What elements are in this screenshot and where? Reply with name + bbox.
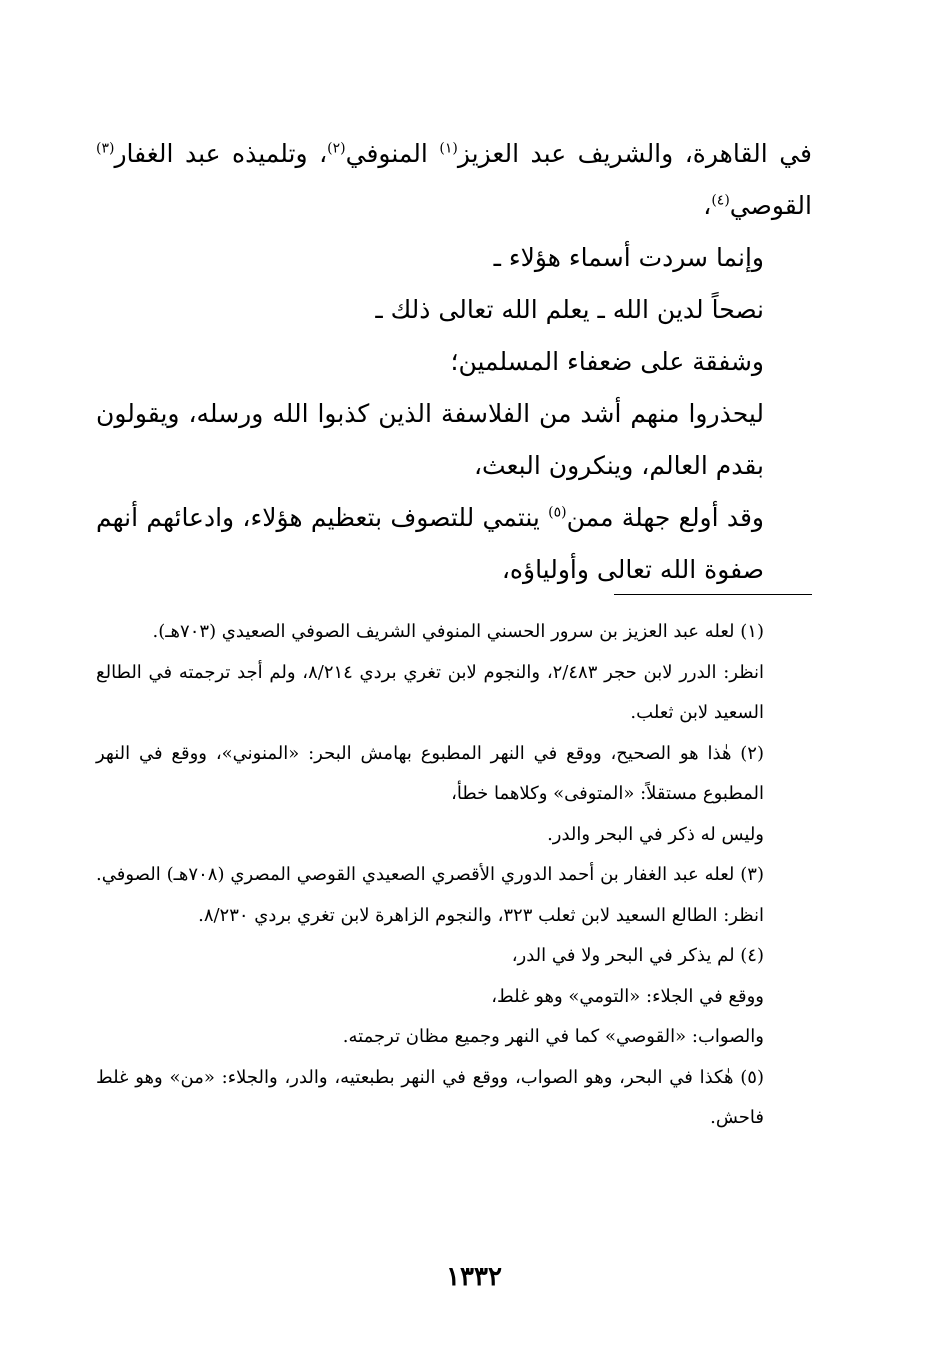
footnote: ووقع في الجلاء: «التومي» وهو غلط، [491, 985, 764, 1007]
paragraph [96, 128, 812, 232]
footnotes [96, 612, 812, 1139]
footnote-ref: (٤) [711, 192, 730, 209]
footnote: وليس له ذكر في البحر والدر. [547, 823, 764, 845]
text-run: ، وتلميذه عبد الغفار [114, 139, 328, 168]
text-run: القوصي [729, 191, 812, 220]
footnote-ref: (٢) [327, 140, 346, 157]
footnote: (٣) لعله عبد الغفار بن أحمد الدوري الأقصري الصعيدي القوصي المصري (٧٠٨هـ) الصوفي. انظر: الطالع السعيد لابن ثعلب ٣٢٣، والنجوم الزاهرة لابن تغري بردي ٨/٢٣٠. [96, 864, 764, 926]
footnote-divider [614, 594, 812, 595]
text-run: ، [703, 191, 712, 220]
text-run: ينتمي للتصوف بتعظيم هؤلاء، وادعائهم أنهم صفوة الله تعالى وأولياؤه، [96, 503, 764, 584]
paragraph: نصحاً لدين الله ـ يعلم الله تعالى ذلك ـ [375, 295, 764, 324]
text-run: وقد أولع جهلة ممن [566, 503, 764, 532]
footnote: (٥) هٰكذا في البحر، وهو الصواب، ووقع في النهر بطبعتيه، والدر، والجلاء: «من» وهو غلط فاحش. [96, 1066, 764, 1128]
footnote: انظر: الدرر لابن حجر ٢/٤٨٣، والنجوم لابن تغري بردي ٨/٢١٤، ولم أجد ترجمته في الطالع السعيد لابن ثعلب. [96, 661, 764, 723]
paragraph [96, 492, 812, 596]
footnote-ref: (١) [439, 140, 458, 157]
main-text [96, 128, 812, 596]
page-number: ١٣٣٢ [446, 1262, 502, 1292]
paragraph: ليحذروا منهم أشد من الفلاسفة الذين كذبوا الله ورسله، ويقولون بقدم العالم، وينكرون البعث، [96, 399, 764, 480]
footnote-ref: (٣) [96, 140, 115, 157]
footnote-ref: (٥) [548, 504, 567, 521]
footnote: (٤) لم يذكر في البحر ولا في الدر، [511, 945, 764, 966]
footnote: والصواب: «القوصي» كما في النهر وجميع مظان ترجمته. [342, 1026, 764, 1047]
text-run: في القاهرة، والشريف عبد العزيز [457, 139, 812, 168]
footnote: (١) لعله عبد العزيز بن سرور الحسني المنوفي الشريف الصوفي الصعيدي (٧٠٣هـ). [152, 621, 764, 642]
paragraph: وإنما سردت أسماء هؤلاء ـ [493, 243, 764, 272]
paragraph: وشفقة على ضعفاء المسلمين؛ [450, 347, 764, 376]
text-run: المنوفي [345, 139, 440, 168]
footnote: (٢) هٰذا هو الصحيح، ووقع في النهر المطبوع بهامش البحر: «المنوني»، ووقع في النهر المطبوع مستقلاً: «المتوفى» وكلاهما خطأ، [96, 742, 764, 804]
